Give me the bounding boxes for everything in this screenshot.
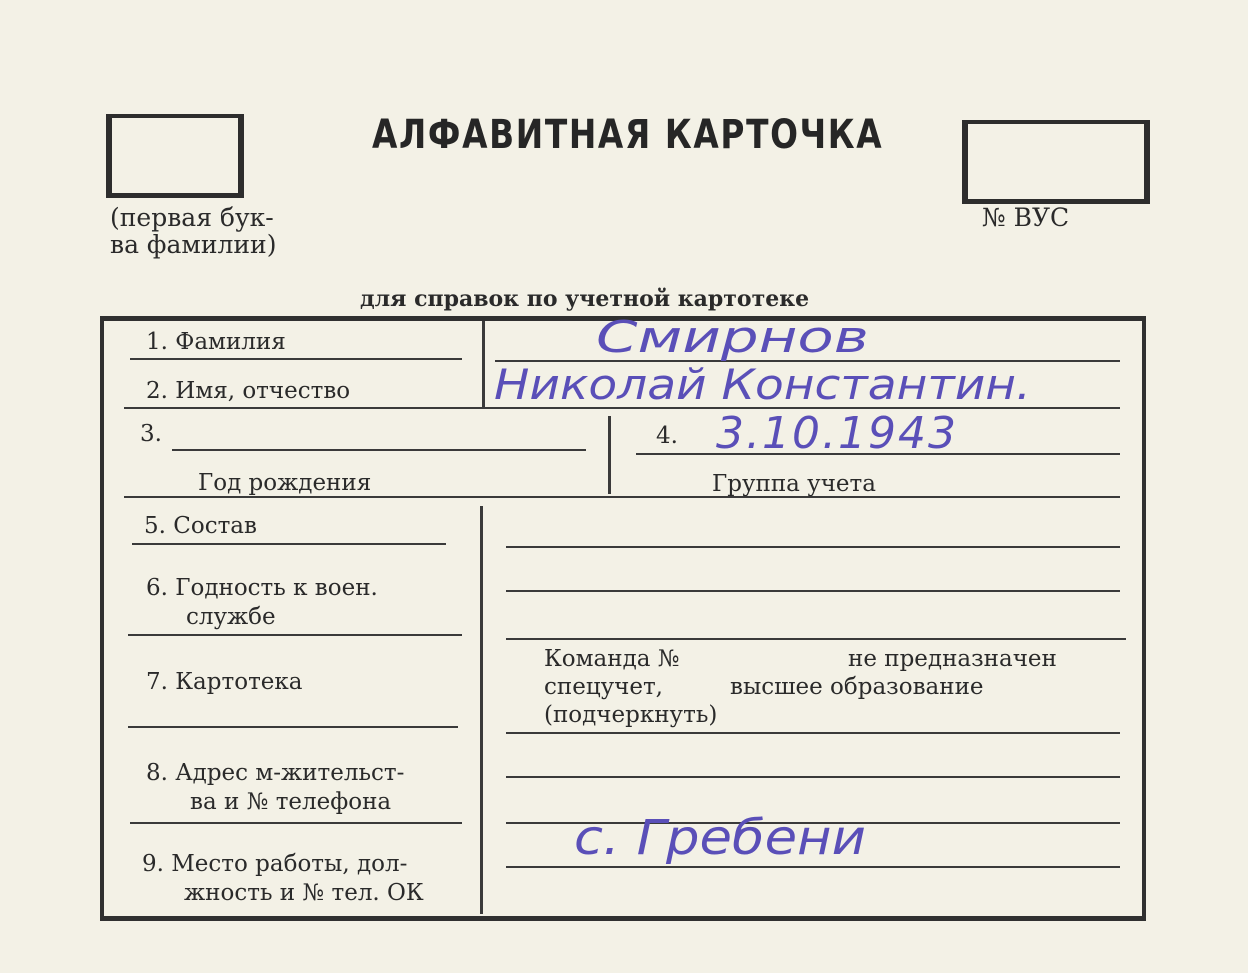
field-address-label-2: ва и № телефона bbox=[190, 789, 392, 815]
field-workplace-label-1: 9. Место работы, дол- bbox=[142, 851, 408, 877]
rule bbox=[132, 543, 446, 545]
rule bbox=[506, 776, 1120, 778]
vus-box bbox=[962, 120, 1150, 204]
first-letter-box bbox=[106, 114, 244, 198]
handwritten-name-patronymic: Николай Константин. bbox=[494, 360, 1032, 409]
rule bbox=[128, 634, 462, 636]
field-fitness-label-2: службе bbox=[186, 604, 276, 630]
handwritten-birth-date: 3.10.1943 bbox=[716, 408, 958, 459]
field-name-label: 2. Имя, отчество bbox=[146, 378, 351, 404]
field-workplace-label-2: жность и № тел. ОК bbox=[184, 880, 424, 906]
column-divider-bottom bbox=[480, 506, 483, 914]
birth-year-caption: Год рождения bbox=[198, 470, 372, 496]
command-higher-education: высшее образование bbox=[730, 674, 984, 700]
command-not-assigned: не предназначен bbox=[848, 646, 1057, 672]
group-caption: Группа учета bbox=[712, 471, 876, 497]
field-surname-label: 1. Фамилия bbox=[146, 329, 286, 355]
rule bbox=[130, 358, 462, 360]
field-card-index-label: 7. Картотека bbox=[146, 669, 303, 695]
rule bbox=[506, 590, 1120, 592]
handwritten-surname: Смирнов bbox=[596, 312, 869, 363]
command-underline-note: (подчеркнуть) bbox=[544, 702, 718, 728]
column-divider-top bbox=[482, 321, 485, 409]
rule bbox=[506, 866, 1120, 868]
field-3-label: 3. bbox=[140, 421, 162, 447]
field-4-label: 4. bbox=[656, 423, 678, 449]
field-address-label-1: 8. Адрес м-жительст- bbox=[146, 760, 405, 786]
rule bbox=[506, 732, 1120, 734]
handwritten-address: с. Гребени bbox=[574, 810, 866, 866]
command-special-record: спецучет, bbox=[544, 674, 663, 700]
column-divider-mid bbox=[608, 416, 611, 494]
command-label: Команда № bbox=[544, 646, 680, 672]
rule bbox=[128, 726, 458, 728]
vus-caption: № ВУС bbox=[982, 203, 1070, 232]
rule bbox=[130, 822, 462, 824]
rule bbox=[506, 638, 1126, 640]
rule bbox=[506, 546, 1120, 548]
card-subtitle: для справок по учетной картотеке bbox=[360, 286, 810, 312]
field-composition-label: 5. Состав bbox=[144, 513, 257, 539]
card-title: АЛФАВИТНАЯ КАРТОЧКА bbox=[372, 112, 884, 158]
rule bbox=[172, 449, 586, 451]
first-letter-caption-1: (первая бук- bbox=[110, 203, 274, 232]
field-fitness-label-1: 6. Годность к воен. bbox=[146, 575, 378, 601]
first-letter-caption-2: ва фамилии) bbox=[110, 230, 277, 259]
